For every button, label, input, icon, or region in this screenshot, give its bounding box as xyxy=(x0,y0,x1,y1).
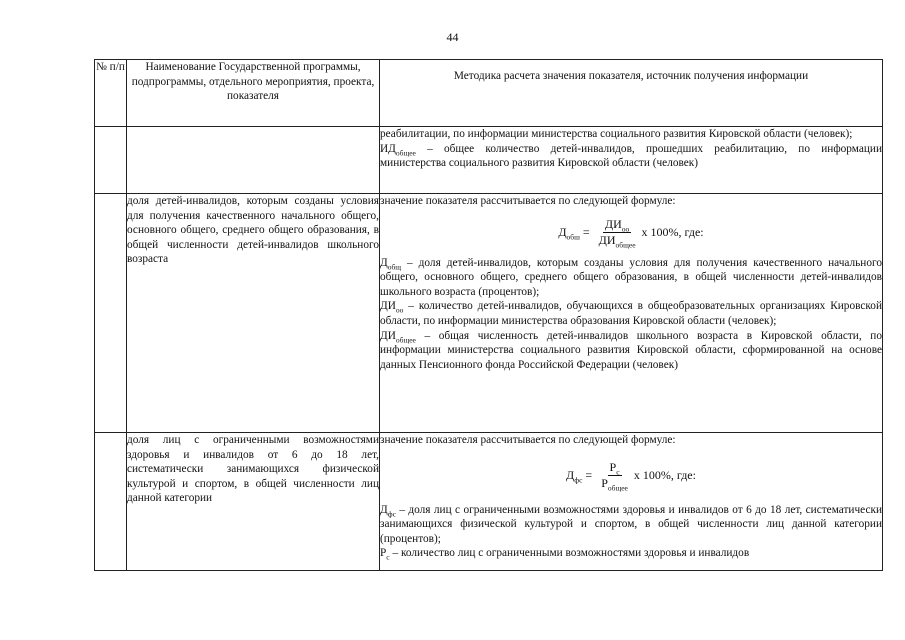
formula-tail: х 100%, где: xyxy=(633,467,696,482)
header-col-number: № п/п xyxy=(95,60,127,127)
fraction-numerator: $Р_с$ xyxy=(609,459,620,476)
formula-lhs: $Д_{обш}$ xyxy=(558,224,580,242)
cell-name: доля лиц с ограниченными возможностями здоровья и инвалидов от 6 до 18 лет, систематически занимающихся физической культурой и спортом, в общей численности лиц данной категории xyxy=(127,433,380,571)
definition: $Д_{общ}$ – доля детей-инвалидов, которым созданы условия для получения качественного начального общего, основного общего, среднего общего образования, в общей численности детей-инвалидов школьного возраста (процентов); xyxy=(380,256,882,298)
cell-number xyxy=(95,194,127,433)
header-col-method: Методика расчета значения показателя, источник получения информации xyxy=(380,60,883,127)
formula-tail: х 100%, где: xyxy=(641,224,704,239)
fraction-denominator: $ДИ_{общее}$ xyxy=(598,232,636,249)
cell-name xyxy=(127,127,380,194)
formula-intro: значение показателя рассчитывается по следующей формуле: xyxy=(380,434,676,446)
fraction-numerator: $ДИ_{оо}$ xyxy=(604,216,630,233)
formula-fraction xyxy=(597,217,638,248)
header-col-name: Наименование Государственной программы, подпрограммы, отдельного мероприятия, проекта, показателя xyxy=(127,60,380,127)
methodology-table xyxy=(94,59,883,571)
equals-sign: = xyxy=(582,467,596,482)
cell-name: доля детей-инвалидов, которым созданы условия для получения качественного начального общего, основного общего, среднего общего образования, в общей численности детей-инвалидов школьного возраста xyxy=(127,194,380,433)
definition: $ДИ_{общее}$ – общая численность детей-инвалидов школьного возраста в Кировской области, по информации министерства социального развития Кировской области, сформированной на основе данных Пенсионного фонда Российской Федерации (человек) xyxy=(380,329,882,371)
formula-intro: значение показателя рассчитывается по следующей формуле: xyxy=(380,195,676,207)
definition: $Д_{фс}$ – доля лиц с ограниченными возможностями здоровья и инвалидов от 6 до 18 лет, систематически занимающихся физической культурой и спортом, в общей численности лиц данной категории (процентов); xyxy=(380,503,882,545)
cell-number xyxy=(95,127,127,194)
formula-lhs: $Д_{фс}$ xyxy=(566,467,583,485)
method-text: реабилитации, по информации министерства социального развития Кировской области (человек); xyxy=(380,128,853,140)
method-definition: $ИД_{общее}$ – общее количество детей-инвалидов, прошедших реабилитацию, по информации министерства социального развития Кировской области (человек) xyxy=(380,142,882,170)
definition: $ДИ_{оо}$ – количество детей-инвалидов, обучающихся в общеобразовательных организациях Кировской области, по информации министерства образования Кировской области (человек); xyxy=(380,300,882,327)
formula-fraction xyxy=(599,460,630,491)
definition: $Р_с$ – количество лиц с ограниченными возможностями здоровья и инвалидов xyxy=(380,547,750,562)
formula xyxy=(380,217,882,248)
cell-method xyxy=(380,127,883,194)
table-header-row xyxy=(95,60,883,127)
formula xyxy=(380,460,882,491)
table-row xyxy=(95,127,883,194)
fraction-denominator: $Р_{общее}$ xyxy=(601,475,628,492)
cell-method xyxy=(380,194,883,433)
page-number: 44 xyxy=(446,30,459,44)
equals-sign: = xyxy=(579,224,593,239)
cell-number xyxy=(95,433,127,571)
table-row xyxy=(95,194,883,433)
table-row xyxy=(95,433,883,571)
cell-method xyxy=(380,433,883,571)
